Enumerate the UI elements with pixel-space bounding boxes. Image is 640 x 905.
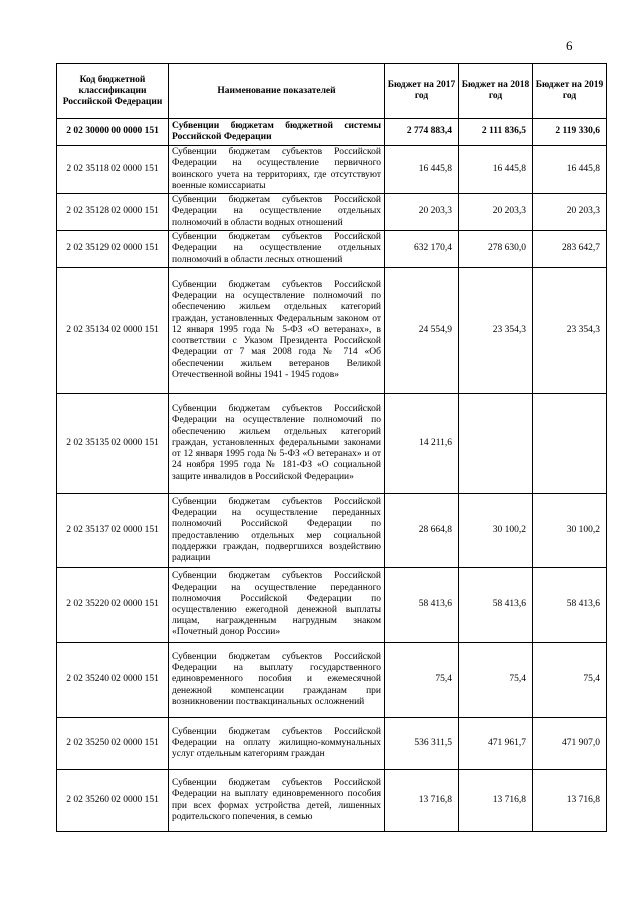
table-row — [57, 770, 607, 832]
table-row — [57, 268, 607, 394]
row-2019: 16 445,8 — [533, 146, 607, 194]
row-2019 — [533, 394, 607, 494]
table-row — [57, 231, 607, 268]
row-2017: 75,4 — [385, 643, 459, 718]
table-row — [57, 643, 607, 718]
row-name: Субвенции бюджетам субъектов Российской Федерации на осуществление полномочий по обеспечению жильем отдельных категорий граждан, установленных федеральными законами от 12 января 1995 года № 5-ФЗ «О ветеранах» и от 24 ноября 1995 года № 181-ФЗ «О социальной защите инвалидов в Российской Федерации» — [169, 394, 385, 494]
row-2019: 20 203,3 — [533, 194, 607, 231]
table-row — [57, 494, 607, 568]
row-code: 2 02 35220 02 0000 151 — [57, 568, 169, 643]
table-body — [57, 119, 607, 832]
row-code: 2 02 35137 02 0000 151 — [57, 494, 169, 568]
row-2018: 16 445,8 — [459, 146, 533, 194]
row-code: 2 02 35118 02 0000 151 — [57, 146, 169, 194]
row-name: Субвенции бюджетам субъектов Российской Федерации на оплату жилищно-коммунальных услуг отдельным категориям граждан — [169, 718, 385, 770]
row-name: Субвенции бюджетам субъектов Российской Федерации на выплату государственного единовременного пособия и ежемесячной денежной компенсации гражданам при возникновении поствакцинальных осложнений — [169, 643, 385, 718]
page-number: 6 — [566, 38, 573, 53]
table-row — [57, 146, 607, 194]
row-2019: 30 100,2 — [533, 494, 607, 568]
row-code: 2 02 35134 02 0000 151 — [57, 268, 169, 394]
row-2019: 2 119 330,6 — [533, 119, 607, 146]
table-row — [57, 119, 607, 146]
row-name: Субвенции бюджетам бюджетной системы Российской Федерации — [169, 119, 385, 146]
row-2018 — [459, 394, 533, 494]
row-2017: 58 413,6 — [385, 568, 459, 643]
row-code: 2 02 35129 02 0000 151 — [57, 231, 169, 268]
row-name: Субвенции бюджетам субъектов Российской Федерации на осуществление переданных полномочий Российской Федерации по предоставлению отдельных мер социальной поддержки граждан, подвергшихся воздействию радиации — [169, 494, 385, 568]
row-2018: 75,4 — [459, 643, 533, 718]
row-name: Субвенции бюджетам субъектов Российской Федерации на осуществление полномочий по обеспечению жильем отдельных категорий граждан, установленных Федеральным законом от 12 января 1995 года № 5-ФЗ «О ветеранах», в соответствии с Указом Президента Российской Федерации от 7 мая 2008 года № 714 «Об обеспечении жильем ветеранов Великой Отечественной войны 1941 - 1945 годов» — [169, 268, 385, 394]
row-2017: 632 170,4 — [385, 231, 459, 268]
table-row — [57, 568, 607, 643]
row-2017: 16 445,8 — [385, 146, 459, 194]
row-2019: 283 642,7 — [533, 231, 607, 268]
row-name: Субвенции бюджетам субъектов Российской Федерации на осуществление отдельных полномочий в области водных отношений — [169, 194, 385, 231]
table-row — [57, 194, 607, 231]
row-2018: 471 961,7 — [459, 718, 533, 770]
row-name: Субвенции бюджетам субъектов Российской Федерации на осуществление переданного полномочия Российской Федерации по осуществлению ежегодной денежной выплаты лицам, награжденным нагрудным знаком «Почетный донор России» — [169, 568, 385, 643]
header-2017: Бюджет на 2017 год — [385, 64, 459, 119]
row-2019: 58 413,6 — [533, 568, 607, 643]
row-2018: 2 111 836,5 — [459, 119, 533, 146]
header-name: Наименование показателей — [169, 64, 385, 119]
row-2017: 28 664,8 — [385, 494, 459, 568]
row-2018: 278 630,0 — [459, 231, 533, 268]
header-code: Код бюджетной классификации Российской Федерации — [57, 64, 169, 119]
table-row — [57, 394, 607, 494]
row-2017: 24 554,9 — [385, 268, 459, 394]
row-2018: 13 716,8 — [459, 770, 533, 832]
row-code: 2 02 35250 02 0000 151 — [57, 718, 169, 770]
row-name: Субвенции бюджетам субъектов Российской Федерации на осуществление отдельных полномочий в области лесных отношений — [169, 231, 385, 268]
row-code: 2 02 30000 00 0000 151 — [57, 119, 169, 146]
table-row — [57, 718, 607, 770]
budget-table — [56, 63, 607, 832]
row-2019: 75,4 — [533, 643, 607, 718]
row-2017: 536 311,5 — [385, 718, 459, 770]
row-code: 2 02 35260 02 0000 151 — [57, 770, 169, 832]
row-code: 2 02 35240 02 0000 151 — [57, 643, 169, 718]
row-2017: 13 716,8 — [385, 770, 459, 832]
row-2018: 23 354,3 — [459, 268, 533, 394]
header-2018: Бюджет на 2018 год — [459, 64, 533, 119]
row-2018: 30 100,2 — [459, 494, 533, 568]
row-2018: 20 203,3 — [459, 194, 533, 231]
row-2019: 23 354,3 — [533, 268, 607, 394]
row-name: Субвенции бюджетам субъектов Российской Федерации на осуществление первичного воинского учета на территориях, где отсутствуют военные комиссариаты — [169, 146, 385, 194]
row-2017: 20 203,3 — [385, 194, 459, 231]
row-2019: 13 716,8 — [533, 770, 607, 832]
row-name: Субвенции бюджетам субъектов Российской Федерации на выплату единовременного пособия при всех формах устройства детей, лишенных родительского попечения, в семью — [169, 770, 385, 832]
row-2017: 14 211,6 — [385, 394, 459, 494]
row-2018: 58 413,6 — [459, 568, 533, 643]
table-header — [57, 64, 607, 119]
row-code: 2 02 35135 02 0000 151 — [57, 394, 169, 494]
header-row — [57, 64, 607, 119]
row-2017: 2 774 883,4 — [385, 119, 459, 146]
row-code: 2 02 35128 02 0000 151 — [57, 194, 169, 231]
row-2019: 471 907,0 — [533, 718, 607, 770]
header-2019: Бюджет на 2019 год — [533, 64, 607, 119]
